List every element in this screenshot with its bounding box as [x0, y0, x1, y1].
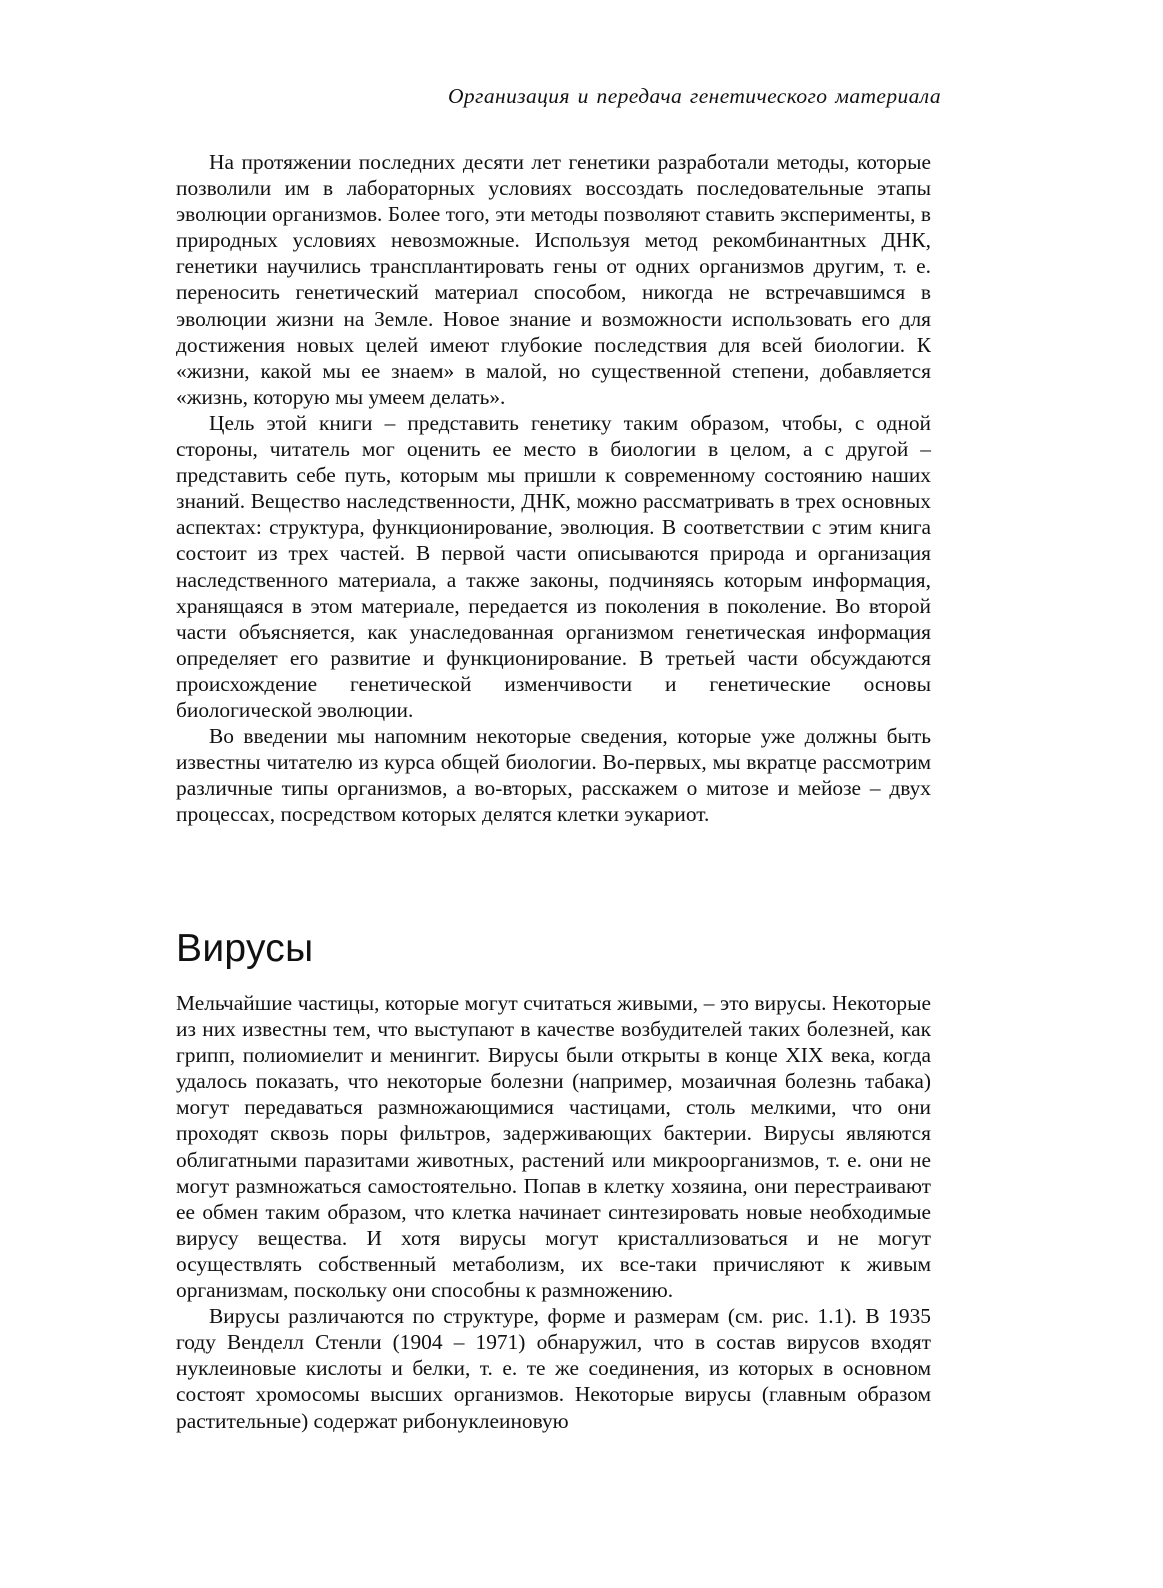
running-header: Организация и передача генетического материала — [447, 84, 941, 108]
section-paragraph-1: Мельчайшие частицы, которые могут считаться живыми, – это вирусы. Некоторые из них известны тем, что выступают в качестве возбудителей таких болезней, как грипп, полиомиелит и менингит. Вирусы были открыты в конце XIX века, когда удалось показать, что некоторые болезни (например, мозаичная болезнь табака) могут передаваться размножающимися частицами, столь мелкими, что они проходят сквозь поры фильтров, задерживающих бактерии. Вирусы являются облигатными паразитами животных, растений или микроорганизмов, т. е. они не могут размножаться самостоятельно. Попав в клетку хозяина, они перестраивают ее обмен таким образом, что клетка начинает синтезировать новые необходимые вирусу вещества. И хотя вирусы могут кристаллизоваться и не могут осуществлять собственный метаболизм, их все-таки причисляют к живым организмам, поскольку они способны к размножению. — [176, 991, 931, 1303]
section-heading: Вирусы — [176, 927, 314, 970]
intro-paragraph-3: Во введении мы напомним некоторые сведения, которые уже должны быть известны читателю из курса общей биологии. Во-первых, мы вкратце рассмотрим различные типы организмов, а во-вторых, расскажем о митозе и мейозе – двух процессах, посредством которых делятся клетки эукариот. — [176, 724, 931, 827]
section-paragraph-2: Вирусы различаются по структуре, форме и размерам (см. рис. 1.1). В 1935 году Венделл Стенли (1904 – 1971) обнаружил, что в состав вирусов входят нуклеиновые кислоты и белки, т. е. те же соединения, из которых в основном состоят хромосомы высших организмов. Некоторые вирусы (главным образом растительные) содержат рибонуклеиновую — [176, 1304, 931, 1433]
intro-paragraph-2: Цель этой книги – представить генетику таким образом, чтобы, с одной стороны, читатель мог оценить ее место в биологии в целом, а с другой – представить себе путь, которым мы пришли к современному состоянию наших знаний. Вещество наследственности, ДНК, можно рассматривать в трех основных аспектах: структура, функционирование, эволюция. В соответствии с этим книга состоит из трех частей. В первой части описываются природа и организация наследственного материала, а также законы, подчиняясь которым информация, хранящаяся в этом материале, передается из поколения в поколение. Во второй части объясняется, как унаследованная организмом генетическая информация определяет его развитие и функционирование. В третьей части обсуждаются происхождение генетической изменчивости и генетические основы биологической эволюции. — [176, 410, 931, 722]
intro-paragraph-1: На протяжении последних десяти лет генетики разработали методы, которые позволили им в лабораторных условиях воссоздать последовательные этапы эволюции организмов. Более того, эти методы позволяют ставить эксперименты, в природных условиях невозможные. Используя метод рекомбинантных ДНК, генетики научились трансплантировать гены от одних организмов другим, т. е. переносить генетический материал способом, никогда не встречавшимся в эволюции жизни на Земле. Новое знание и возможности использовать его для достижения новых целей имеют глубокие последствия для всей биологии. К «жизни, какой мы ее знаем» в малой, но существенной степени, добавляется «жизнь, которую мы умеем делать». — [176, 150, 931, 409]
intro-text — [176, 149, 931, 827]
section-text — [176, 990, 931, 1434]
